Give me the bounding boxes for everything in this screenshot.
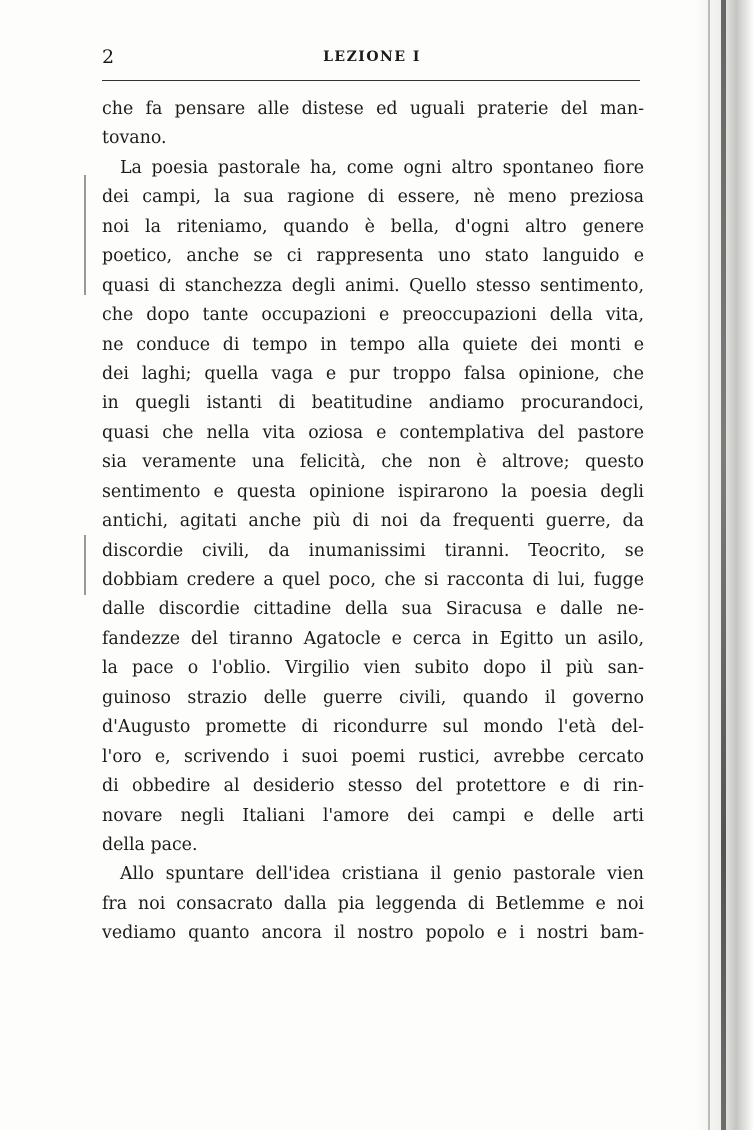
text-line: La poesia pastorale ha, come ogni altro spontaneo fiore	[120, 157, 644, 178]
running-title: LEZIONE I	[323, 49, 421, 65]
text-line: ne conduce di tempo in tempo alla quiete dei monti e	[102, 334, 644, 355]
text-line: che dopo tante occupazioni e preoccupazioni della vita,	[102, 305, 644, 326]
text-line: fra noi consacrato dalla pia leggenda di Betlemme e noi	[102, 893, 644, 914]
text-line: la pace o l'oblio. Virgilio vien subito dopo il più san-	[102, 658, 644, 679]
text-line: dobbiam credere a quel poco, che si racconta di lui, fugge	[102, 570, 644, 590]
text-line: antichi, agitati anche più di noi da frequenti guerre, da	[102, 511, 644, 532]
binding-edge	[721, 0, 726, 1130]
text-line: quasi che nella vita oziosa e contemplativa del pastore	[102, 422, 644, 443]
text-line: Allo spuntare dell'idea cristiana il genio pastorale vien	[120, 864, 644, 885]
text-line: di obbedire al desiderio stesso del protettore e di rin-	[102, 776, 644, 797]
binding-edge-inner	[708, 0, 710, 1130]
text-line: novare negli Italiani l'amore dei campi e delle arti	[102, 805, 644, 826]
text-line: dalle discordie cittadine della sua Siracusa e dalle ne-	[102, 599, 644, 620]
text-line: poetico, anche se ci rappresenta uno stato languido e	[102, 246, 644, 267]
text-line: della pace.	[102, 834, 198, 855]
text-line: sia veramente una felicità, che non è altrove; questo	[102, 452, 644, 473]
text-line: l'oro e, scrivendo i suoi poemi rustici, avrebbe cercato	[102, 746, 644, 767]
text-line: dei campi, la sua ragione di essere, nè meno preziosa	[102, 187, 644, 208]
text-line: quasi di stanchezza degli animi. Quello stesso sentimento,	[102, 275, 644, 296]
text-line: discordie civili, da inumanissimi tiranni. Teocrito, se	[102, 540, 644, 561]
text-line: guinoso strazio delle guerre civili, quando il governo	[102, 687, 644, 708]
page-number: 2	[102, 46, 115, 68]
page-header	[102, 46, 642, 74]
body-text	[102, 95, 644, 949]
text-line: vediamo quanto ancora il nostro popolo e i nostri bam-	[102, 923, 644, 944]
text-line: d'Augusto promette di ricondurre sul mondo l'età del-	[102, 717, 644, 738]
text-line: tovano.	[102, 128, 167, 149]
margin-pencil-mark	[84, 535, 86, 595]
text-line: fandezze del tiranno Agatocle e cerca in Egitto un asilo,	[102, 628, 644, 649]
text-line: sentimento e questa opinione ispirarono la poesia degli	[102, 481, 644, 502]
header-rule	[102, 80, 640, 81]
text-line: noi la riteniamo, quando è bella, d'ogni altro genere	[102, 216, 644, 237]
text-line: che fa pensare alle distese ed uguali praterie del man-	[102, 99, 644, 119]
text-line: in quegli istanti di beatitudine andiamo procurandoci,	[102, 393, 644, 414]
text-line: dei laghi; quella vaga e pur troppo falsa opinione, che	[102, 363, 644, 384]
margin-pencil-mark	[84, 175, 86, 295]
